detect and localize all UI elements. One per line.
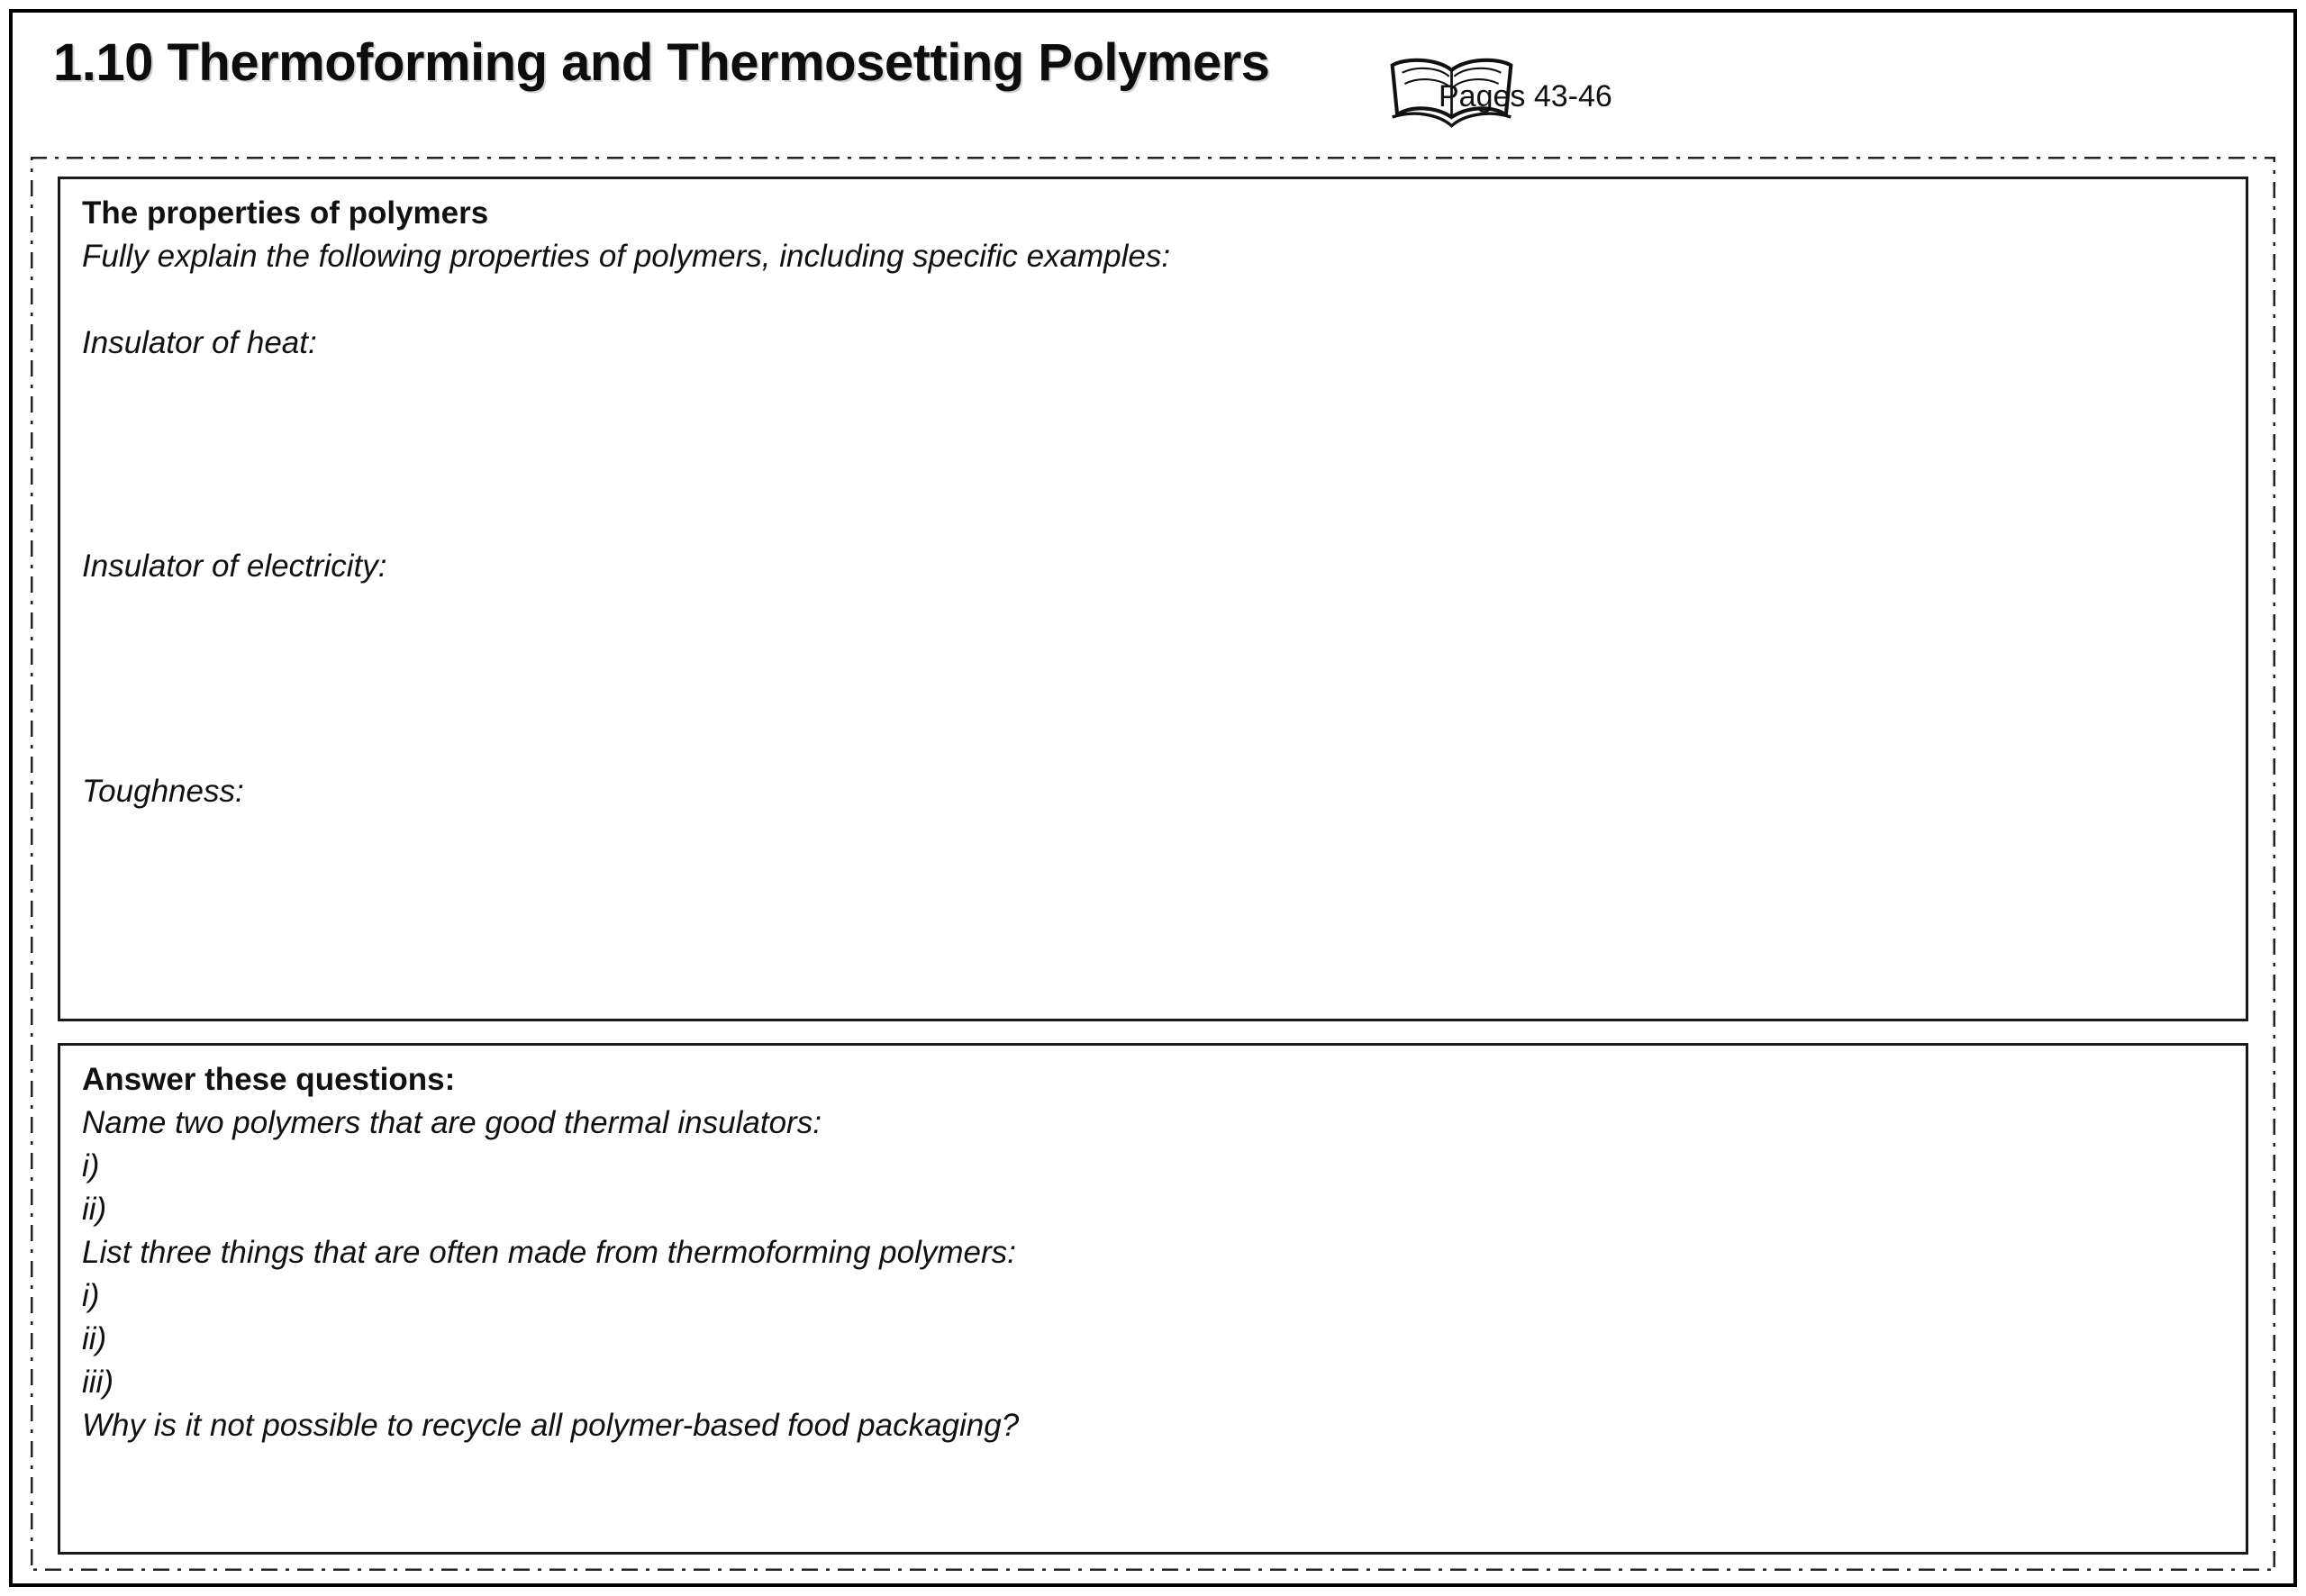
blank-item-i-2: i) (82, 1278, 100, 1313)
blank-item-i: i) (82, 1148, 100, 1183)
answer-space-heat (82, 365, 2224, 374)
question-recycling: Why is it not possible to recycle all polymer-based food packaging? (82, 1408, 1020, 1443)
questions-section (58, 1043, 2248, 1555)
blank-item-iii: iii) (82, 1365, 113, 1400)
pages-reference (1377, 50, 1648, 150)
page-title: 1.10 Thermoforming and Thermosetting Polymers (53, 33, 1270, 92)
worksheet-body (31, 157, 2275, 1571)
questions-heading: Answer these questions: (82, 1062, 456, 1097)
question-thermoforming-items: List three things that are often made from thermoforming polymers: (82, 1235, 1016, 1270)
answer-space-toughness (82, 813, 2224, 822)
pages-label: Pages 43-46 (1439, 79, 1612, 113)
worksheet-page (9, 9, 2297, 1587)
blank-item-ii: ii) (82, 1192, 107, 1227)
answer-space-electricity (82, 588, 2224, 597)
blank-item-ii-2: ii) (82, 1321, 107, 1356)
properties-instruction: Fully explain the following properties of polymers, including specific examples: (82, 239, 1171, 274)
prompt-insulator-of-electricity: Insulator of electricity: (82, 549, 387, 584)
properties-heading: The properties of polymers (82, 195, 489, 231)
question-thermal-insulators: Name two polymers that are good thermal insulators: (82, 1105, 822, 1140)
prompt-insulator-of-heat: Insulator of heat: (82, 325, 317, 360)
prompt-toughness: Toughness: (82, 774, 244, 809)
properties-section (58, 177, 2248, 1021)
